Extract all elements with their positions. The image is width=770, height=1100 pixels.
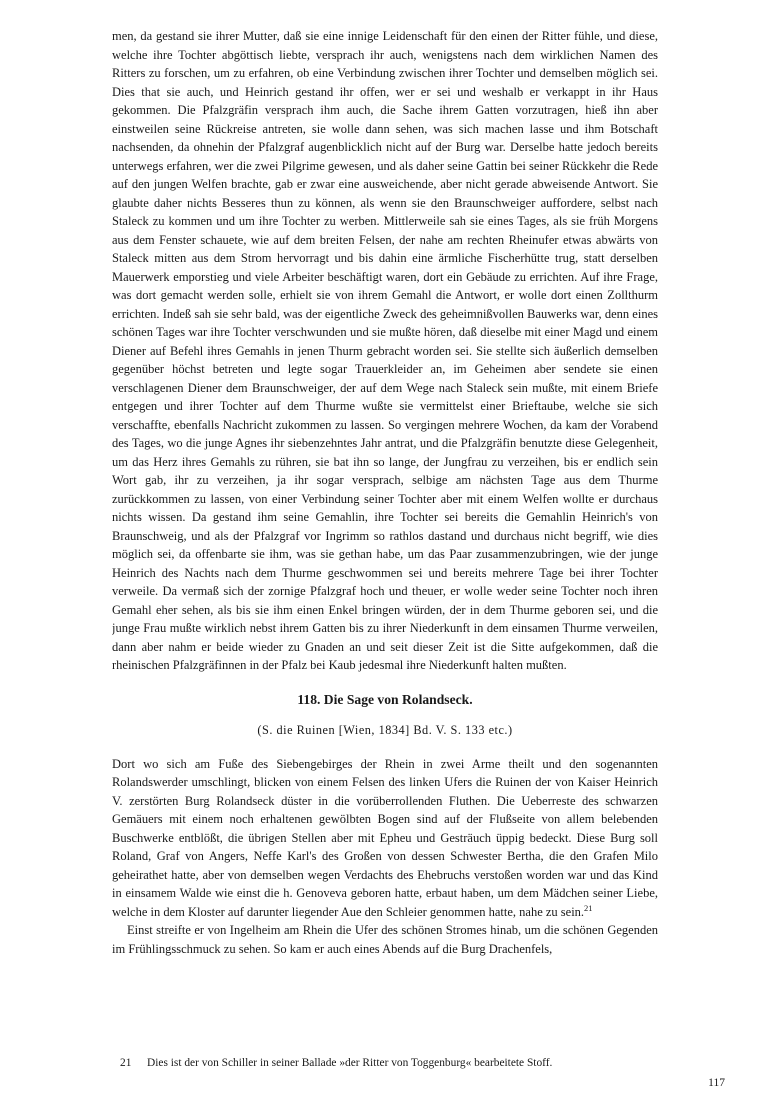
footnote-text: Dies ist der von Schiller in seiner Ballade »der Ritter von Toggenburg« bearbeitete Stoff. <box>147 1057 553 1069</box>
continuation-paragraph: men, da gestand sie ihrer Mutter, daß sie eine innige Leidenschaft für den einen der Ritter fühle, und diese, welche ihre Tochter abgöttisch liebte, versprach ihr auch, wenigstens nach dem wirklichen Namen des Ritters zu forschen, um zu erfahren, ob eine Verbindung zwischen ihrer Tochter und demselben möglich sei. Dies that sie auch, und Heinrich gestand ihr offen, wer er sei und weshalb er verkappt in ihr Haus gekommen. Die Pfalzgräfin versprach ihm auch, die Sache ihrem Gatten vorzutragen, hieß ihn aber einstweilen seine Rückreise antreten, sie wolle dann sehen, was sich machen lasse und ihm Botschaft nachsenden, da ohnehin der Pfalzgraf augenblicklich nicht auf der Burg war. Derselbe hatte jedoch bereits unterwegs erfahren, wer die zwei Pilgrime gewesen, und als daher seine Gattin bei seiner Rückkehr die Rede auf den jungen Welfen brachte, gab er zwar eine ausweichende, aber nicht gerade abweisende Antwort. Sie glaubte daher nichts Besseres thun zu können, als wenn sie den Braunschweiger auffordere, selbst nach Staleck zu kommen und um ihre Tochter zu werben. Mittlerweile sah sie eines Tages, als sie früh Morgens aus dem Fenster schauete, wie auf dem breiten Felsen, der nahe am rechten Rheinufer etwas abwärts von Staleck mitten aus dem Strom hervorragt und bis dahin eine ärmliche Fischerhütte trug, statt derselben Mauerwerk emporstieg und viele Arbeiter beschäftigt waren, dort ein Gebäude zu errichten. Auf ihre Frage, was dort gemacht werden solle, erhielt sie von ihrem Gemahl die Antwort, er wolle dort einen Zollthurm errichten. Indeß sah sie sehr bald, was der eigentliche Zweck des geheimnißvollen Bauwerks war, denn eines schönen Tages war ihre Tochter verschwunden und sie mußte hören, daß dieselbe mit einer Magd und einem Diener auf Befehl ihres Gemahls in jenen Thurm gebracht worden sei. Sie stellte sich äußerlich demselben gegenüber höchst betreten und legte sogar Trauerkleider an, im Geheimen aber sendete sie einen verschlagenen Diener dem Braunschweiger, der auf dem Wege nach Staleck sein mußte, mit einem Briefe entgegen und ihrer Tochter auf dem Thurme wußte sie vermittelst einer Brieftaube, welche sie sich verschaffte, ebenfalls Nachricht zukommen zu lassen. So vergingen mehrere Wochen, da kam der Vorabend des Tages, wo die junge Agnes ihr siebenzehntes Jahr antrat, und die Pfalzgräfin benutzte diese Gelegenheit, um das Herz ihres Gemahls zu rühren, sie bat ihn so lange, der Jungfrau zu verzeihen, bis er endlich sein Wort gab, ihr zu verzeihen, ja ihr sogar versprach, selbige am nächsten Tage aus dem Thurme zurückkommen zu lassen, von einer Verbindung seiner Tochter aber mit einem Welfen wollte er durchaus nichts wissen. Da gestand ihm seine Gemahlin, ihre Tochter sei bereits die Gemahlin Heinrich's von Braunschweig, und als der Pfalzgraf vor Ingrimm so rathlos dastand und durchaus nicht begriff, wie dies möglich sei, da offenbarte sie ihm, was sie gethan habe, um das Paar zusammenzubringen, wie der junge Heinrich des Nachts nach dem Thurme geschwommen sei und bereits mehrere Tage bei ihrer Tochter verweile. Da vermaß sich der zornige Pfalzgraf hoch und theuer, er wolle weder seine Tochter noch ihren Gemahl eher sehen, als bis sie ihm einen Enkel bringen würden, der in dem Thurme geboren sei, und die junge Frau mußte wirklich nebst ihrem Gatten bis zu ihrer Niederkunft in dem einsamen Thurme verweilen, dann aber nahm er beide wieder zu Gnaden an und seit dieser Zeit ist die Sitte aufgekommen, daß die rheinischen Pfalzgräfinnen in der Pfalz bei Kaub jedesmal ihre Niederkunft halten mußten. <box>112 29 658 672</box>
page-text-body <box>112 27 658 958</box>
page-number: 117 <box>708 1077 725 1089</box>
footnote-number: 21 <box>120 1057 132 1069</box>
story-paragraph-text: Dort wo sich am Fuße des Siebengebirges der Rhein in zwei Arme theilt und den sogenannten Rolandswerder umschlingt, blicken von einem Felsen des linken Ufers die Ruinen der von Kaiser Heinrich V. zerstörten Burg Rolandseck düster in die vorüberrollenden Fluthen. Die Ueberreste des schwarzen Gemäuers mit einem noch erhaltenen gewölbten Bogen sind auf der Flußseite von allem belebenden Buschwerke entblößt, die übrigen Stellen aber mit Epheu und Gesträuch üppig bedeckt. Diese Burg soll Roland, Graf von Angers, Neffe Karl's des Großen von dessen Schwester Bertha, die den Grafen Milo geheirathet hatte, aber von demselben wegen Verdachts des Ehebruchs verstoßen worden war und das Kind in einsamem Walde wie einst die h. Genoveva geboren hatte, erbaut haben, um dem Mädchen seiner Liebe, welche in dem Kloster auf darunter liegender Aue den Schleier genommen hatte, nahe zu sein. <box>112 756 658 919</box>
footnote-ref: 21 <box>584 902 593 913</box>
footnote <box>112 1056 658 1070</box>
source-citation: (S. die Ruinen [Wien, 1834] Bd. V. S. 133 etc.) <box>257 722 513 737</box>
section-heading: 118. Die Sage von Rolandseck. <box>297 691 473 707</box>
story-paragraph-2: Einst streifte er von Ingelheim am Rhein die Ufer des schönen Stromes hinab, um die schönen Gegenden im Frühlingsschmuck zu sehen. So kam er auch eines Abends auf die Burg Drachenfels, <box>112 923 658 956</box>
story-paragraph <box>112 755 658 922</box>
